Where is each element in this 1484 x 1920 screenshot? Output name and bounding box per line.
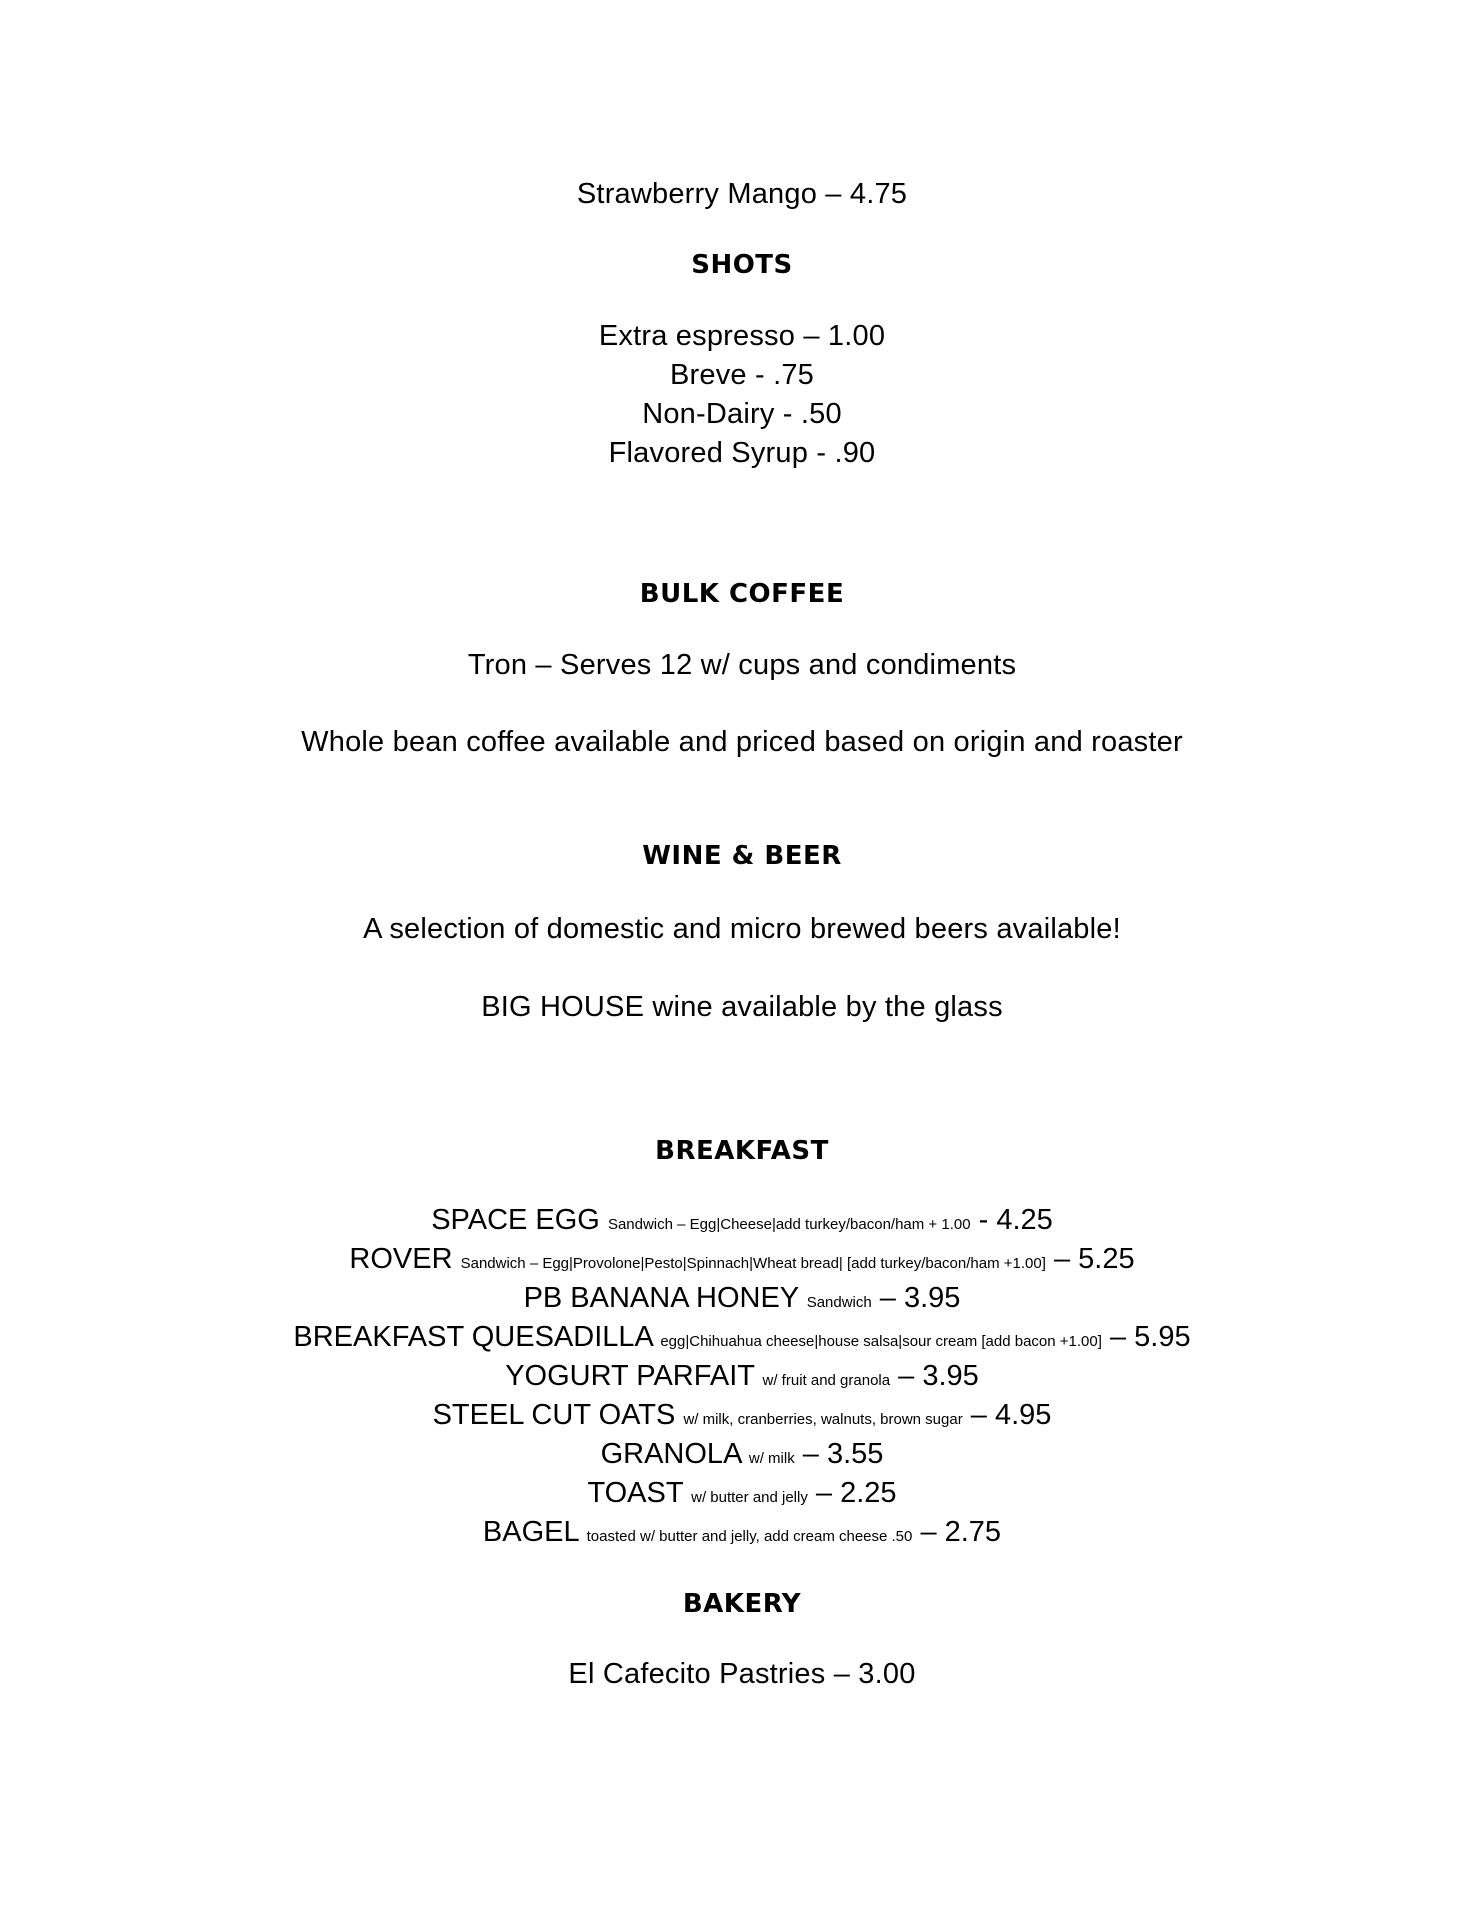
item-name: ROVER (349, 1243, 453, 1275)
shots-item: Flavored Syrup - .90 (608, 437, 876, 469)
item-price: – 3.95 (879, 1282, 961, 1314)
item-name: GRANOLA (600, 1438, 741, 1470)
item-description: Sandwich (806, 1294, 872, 1311)
item-name: BREAKFAST QUESADILLA (293, 1321, 653, 1353)
item-price: – 5.95 (1109, 1321, 1191, 1353)
item-name: SPACE EGG (431, 1204, 600, 1236)
item-name: STEEL CUT OATS (432, 1399, 676, 1431)
shots-item: Extra espresso – 1.00 (598, 320, 886, 352)
item-price: - 4.25 (978, 1204, 1053, 1236)
section-heading-bulk-coffee: BULK COFFEE (639, 579, 845, 609)
item-name: YOGURT PARFAIT (505, 1360, 755, 1392)
bakery-item: El Cafecito Pastries – 3.00 (568, 1658, 916, 1690)
breakfast-item-granola (0, 1440, 1484, 1469)
item-price: – 3.55 (802, 1438, 884, 1470)
item-description: w/ butter and jelly (691, 1489, 808, 1506)
menu-item-strawberry-mango: Strawberry Mango – 4.75 (576, 178, 908, 210)
item-description: toasted w/ butter and jelly, add cream cheese .50 (586, 1528, 913, 1545)
item-price: – 2.75 (920, 1516, 1002, 1548)
item-name: BAGEL (482, 1516, 579, 1548)
item-price: – 3.95 (898, 1360, 979, 1392)
wine-beer-line: A selection of domestic and micro brewed beers available! (363, 913, 1121, 945)
item-price: – 2.25 (815, 1477, 897, 1509)
item-name: PB BANANA HONEY (523, 1282, 799, 1314)
wine-beer-line: BIG HOUSE wine available by the glass (481, 991, 1003, 1023)
breakfast-item-bagel (0, 1518, 1484, 1547)
item-description: w/ fruit and granola (762, 1372, 891, 1389)
breakfast-item-rover (0, 1245, 1484, 1274)
breakfast-item-steel-cut-oats (0, 1401, 1484, 1430)
breakfast-item-toast (0, 1479, 1484, 1508)
section-heading-bakery: BAKERY (682, 1589, 802, 1619)
section-heading-breakfast: BREAKFAST (655, 1136, 829, 1166)
shots-item: Breve - .75 (669, 359, 815, 391)
breakfast-item-space-egg (0, 1206, 1484, 1235)
item-description: Sandwich – Egg|Cheese|add turkey/bacon/ham + 1.00 (607, 1216, 971, 1233)
breakfast-item-pb-banana-honey (0, 1284, 1484, 1313)
section-heading-wine-beer: WINE & BEER (642, 841, 842, 871)
item-name: TOAST (587, 1477, 684, 1509)
bulk-coffee-line: Whole bean coffee available and priced based on origin and roaster (301, 726, 1183, 758)
section-heading-shots: SHOTS (691, 250, 793, 280)
item-description: Sandwich – Egg|Provolone|Pesto|Spinnach|Wheat bread| [add turkey/bacon/ham +1.00] (460, 1255, 1046, 1272)
item-description: egg|Chihuahua cheese|house salsa|sour cream [add bacon +1.00] (660, 1333, 1102, 1350)
bulk-coffee-line: Tron – Serves 12 w/ cups and condiments (467, 649, 1017, 681)
item-price: – 4.95 (970, 1399, 1052, 1431)
item-price: – 5.25 (1053, 1243, 1135, 1275)
breakfast-item-yogurt-parfait (0, 1362, 1484, 1391)
item-description: w/ milk (748, 1450, 795, 1467)
item-description: w/ milk, cranberries, walnuts, brown sugar (683, 1411, 963, 1428)
breakfast-item-breakfast-quesadilla (0, 1323, 1484, 1352)
shots-item: Non-Dairy - .50 (642, 398, 842, 430)
